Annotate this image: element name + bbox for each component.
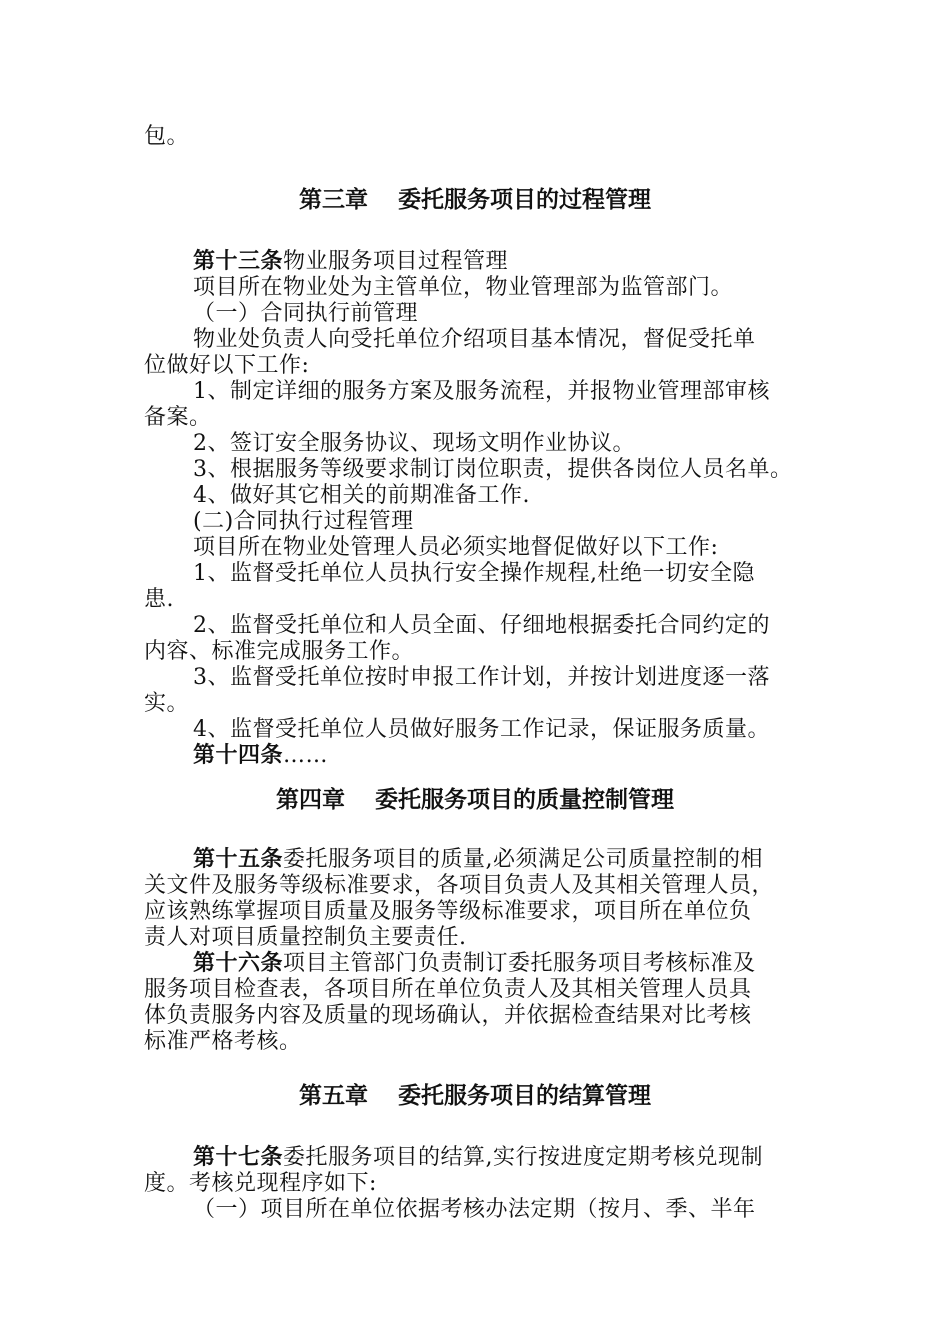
chapter-number: 第五章 bbox=[299, 1083, 368, 1109]
article-15 bbox=[193, 847, 863, 873]
chapter-title: 委托服务项目的质量控制管理 bbox=[375, 787, 674, 813]
article-text: …… bbox=[283, 743, 329, 768]
chapter-number: 第四章 bbox=[276, 787, 345, 813]
text-line: 服务项目检查表，各项目所在单位负责人及其相关管理人员具 bbox=[144, 977, 752, 1002]
text-line: 备案。 bbox=[144, 405, 212, 430]
text-line: 4、监督受托单位人员做好服务工作记录，保证服务质量。 bbox=[193, 717, 770, 742]
text-line: 责人对项目质量控制负主要责任. bbox=[144, 925, 467, 950]
text-line: 1、制定详细的服务方案及服务流程，并报物业管理部审核 bbox=[193, 379, 770, 404]
text-line: 1、监督受托单位人员执行安全操作规程,杜绝一切安全隐 bbox=[193, 561, 755, 586]
text-line: 3、监督受托单位按时申报工作计划，并按计划进度逐一落 bbox=[193, 665, 770, 690]
article-number: 第十三条 bbox=[193, 249, 284, 274]
text-line: 2、监督受托单位和人员全面、仔细地根据委托合同约定的 bbox=[193, 613, 770, 638]
article-text: 委托服务项目的结算,实行按进度定期考核兑现制 bbox=[283, 1145, 764, 1170]
article-16 bbox=[193, 951, 863, 977]
text-line: （一）合同执行前管理 bbox=[193, 301, 419, 326]
text-line: 内容、标准完成服务工作。 bbox=[144, 639, 415, 664]
article-text: 物业服务项目过程管理 bbox=[283, 249, 509, 274]
text-line: 4、做好其它相关的前期准备工作. bbox=[193, 483, 530, 508]
text-line: (二)合同执行过程管理 bbox=[193, 509, 414, 534]
chapter-4-heading bbox=[0, 786, 950, 814]
text-line: 实。 bbox=[144, 691, 190, 716]
chapter-5-heading bbox=[0, 1082, 950, 1110]
text-line: 位做好以下工作: bbox=[144, 353, 310, 378]
article-number: 第十六条 bbox=[193, 951, 284, 976]
text-line: 体负责服务内容及质量的现场确认，并依据检查结果对比考核 bbox=[144, 1003, 752, 1028]
text-line: 患. bbox=[144, 587, 174, 612]
article-text: 委托服务项目的质量,必须满足公司质量控制的相 bbox=[283, 847, 764, 872]
chapter-title: 委托服务项目的结算管理 bbox=[398, 1083, 651, 1109]
article-13 bbox=[193, 249, 863, 275]
text-line: （一）项目所在单位依据考核办法定期（按月、季、半年 bbox=[193, 1197, 756, 1222]
text-line: 包。 bbox=[144, 124, 190, 149]
text-line: 度。考核兑现程序如下: bbox=[144, 1171, 377, 1196]
text-line: 项目所在物业处为主管单位，物业管理部为监管部门。 bbox=[193, 275, 734, 300]
chapter-3-heading bbox=[0, 186, 950, 214]
text-line: 关文件及服务等级标准要求，各项目负责人及其相关管理人员， bbox=[144, 873, 775, 898]
text-line: 2、签订安全服务协议、现场文明作业协议。 bbox=[193, 431, 635, 456]
chapter-number: 第三章 bbox=[299, 187, 368, 213]
article-number: 第十五条 bbox=[193, 847, 284, 872]
article-14 bbox=[193, 743, 863, 769]
text-line: 应该熟练掌握项目质量及服务等级标准要求，项目所在单位负 bbox=[144, 899, 752, 924]
article-number: 第十四条 bbox=[193, 743, 284, 768]
article-text: 项目主管部门负责制订委托服务项目考核标准及 bbox=[283, 951, 756, 976]
text-line: 3、根据服务等级要求制订岗位职责，提供各岗位人员名单。 bbox=[193, 457, 793, 482]
text-line: 物业处负责人向受托单位介绍项目基本情况，督促受托单 bbox=[193, 327, 756, 352]
article-17 bbox=[193, 1145, 863, 1171]
chapter-title: 委托服务项目的过程管理 bbox=[398, 187, 651, 213]
article-number: 第十七条 bbox=[193, 1145, 284, 1170]
text-line: 项目所在物业处管理人员必须实地督促做好以下工作: bbox=[193, 535, 719, 560]
text-line: 标准严格考核。 bbox=[144, 1029, 302, 1054]
